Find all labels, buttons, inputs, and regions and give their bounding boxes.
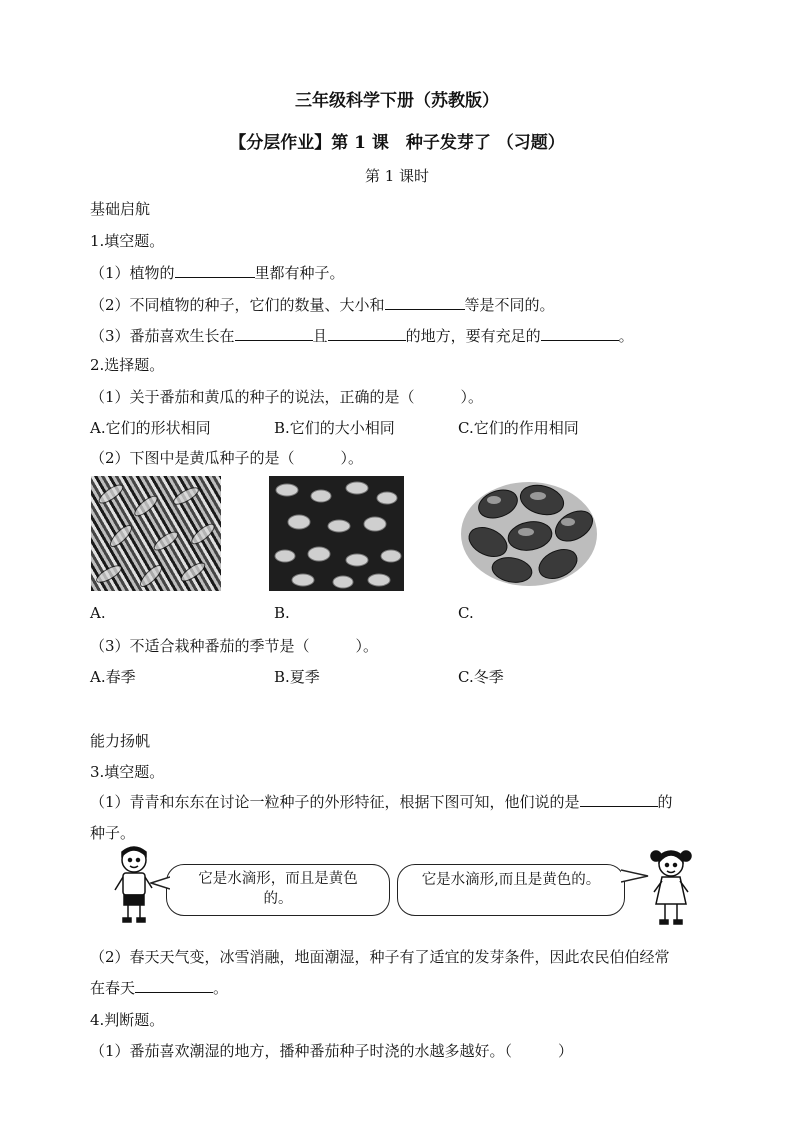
- question-1-1: （1）植物的 里都有种子。: [90, 264, 345, 282]
- seed-texture: [91, 476, 221, 591]
- answer-blank[interactable]: [385, 295, 465, 310]
- girl-figure: [648, 846, 694, 928]
- option-2-3-c[interactable]: C.冬季: [458, 668, 504, 686]
- answer-blank[interactable]: [328, 326, 406, 341]
- option-2-1-a[interactable]: A.它们的形状相同: [90, 419, 211, 437]
- question-4-1: （1）番茄喜欢潮湿的地方，播种番茄种子时浇的水越多越好。（ ）: [90, 1042, 574, 1060]
- speech-bubble-right: [397, 864, 625, 916]
- answer-blank[interactable]: [580, 792, 658, 807]
- option-2-1-b[interactable]: B.它们的大小相同: [274, 419, 395, 437]
- question-1-3: （3）番茄喜欢生长在 且 的地方，要有充足的 。: [90, 327, 634, 345]
- answer-blank[interactable]: [235, 326, 313, 341]
- question-3-title: 3.填空题。: [90, 763, 165, 781]
- question-2-title: 2.选择题。: [90, 356, 165, 374]
- cucumber-seeds-image: [269, 476, 404, 591]
- option-2-2-a[interactable]: A.: [90, 604, 106, 622]
- bubble-left-line-2: 的。: [263, 891, 293, 907]
- question-2-3: （3）不适合栽种番茄的季节是（ ）。: [90, 637, 379, 655]
- answer-blank[interactable]: [175, 263, 255, 278]
- bubble-left-line-1: 它是水滴形，而且是黄色: [198, 871, 358, 887]
- answer-blank[interactable]: [541, 326, 619, 341]
- question-3-2-cont: 在春天 。: [90, 979, 229, 997]
- question-3-1-cont: 种子。: [90, 824, 136, 842]
- section-heading-ability: 能力扬帆: [90, 732, 151, 750]
- lesson-label: 第 1 课时: [364, 167, 430, 185]
- answer-blank[interactable]: [135, 978, 213, 993]
- question-3-2: （2）春天天气变，冰雪消融，地面潮湿，种子有了适宜的发芽条件，因此农民伯伯经常: [90, 948, 670, 966]
- section-heading-basic: 基础启航: [90, 200, 151, 218]
- bubble-left-tail: [150, 876, 170, 890]
- document-subtitle: 【分层作业】第 1 课 种子发芽了 （习题）: [229, 133, 565, 153]
- question-1-title: 1.填空题。: [90, 232, 165, 250]
- document-title: 三年级科学下册（苏教版）: [295, 91, 499, 111]
- speech-bubble-left: [166, 864, 390, 916]
- option-2-2-b[interactable]: B.: [274, 604, 290, 622]
- option-2-2-c[interactable]: C.: [458, 604, 474, 622]
- question-2-1: （1）关于番茄和黄瓜的种子的说法，正确的是（ ）。: [90, 388, 484, 406]
- option-2-3-b[interactable]: B.夏季: [274, 668, 320, 686]
- broad-bean-seeds-image: [458, 474, 600, 591]
- question-1-2: （2）不同植物的种子，它们的数量、大小和 等是不同的。: [90, 296, 555, 314]
- option-2-3-a[interactable]: A.春季: [90, 668, 136, 686]
- seed-texture: [458, 474, 600, 591]
- question-4-title: 4.判断题。: [90, 1011, 165, 1029]
- bubble-right-text: 它是水滴形,而且是黄色的。: [421, 872, 601, 888]
- question-3-1: （1）青青和东东在讨论一粒种子的外形特征，根据下图可知，他们说的是 的: [90, 793, 673, 811]
- sunflower-seeds-image: [91, 476, 221, 591]
- option-2-1-c[interactable]: C.它们的作用相同: [458, 419, 579, 437]
- bubble-right-tail: [621, 868, 649, 884]
- question-2-2: （2）下图中是黄瓜种子的是（ ）。: [90, 449, 364, 467]
- seed-texture: [269, 476, 404, 591]
